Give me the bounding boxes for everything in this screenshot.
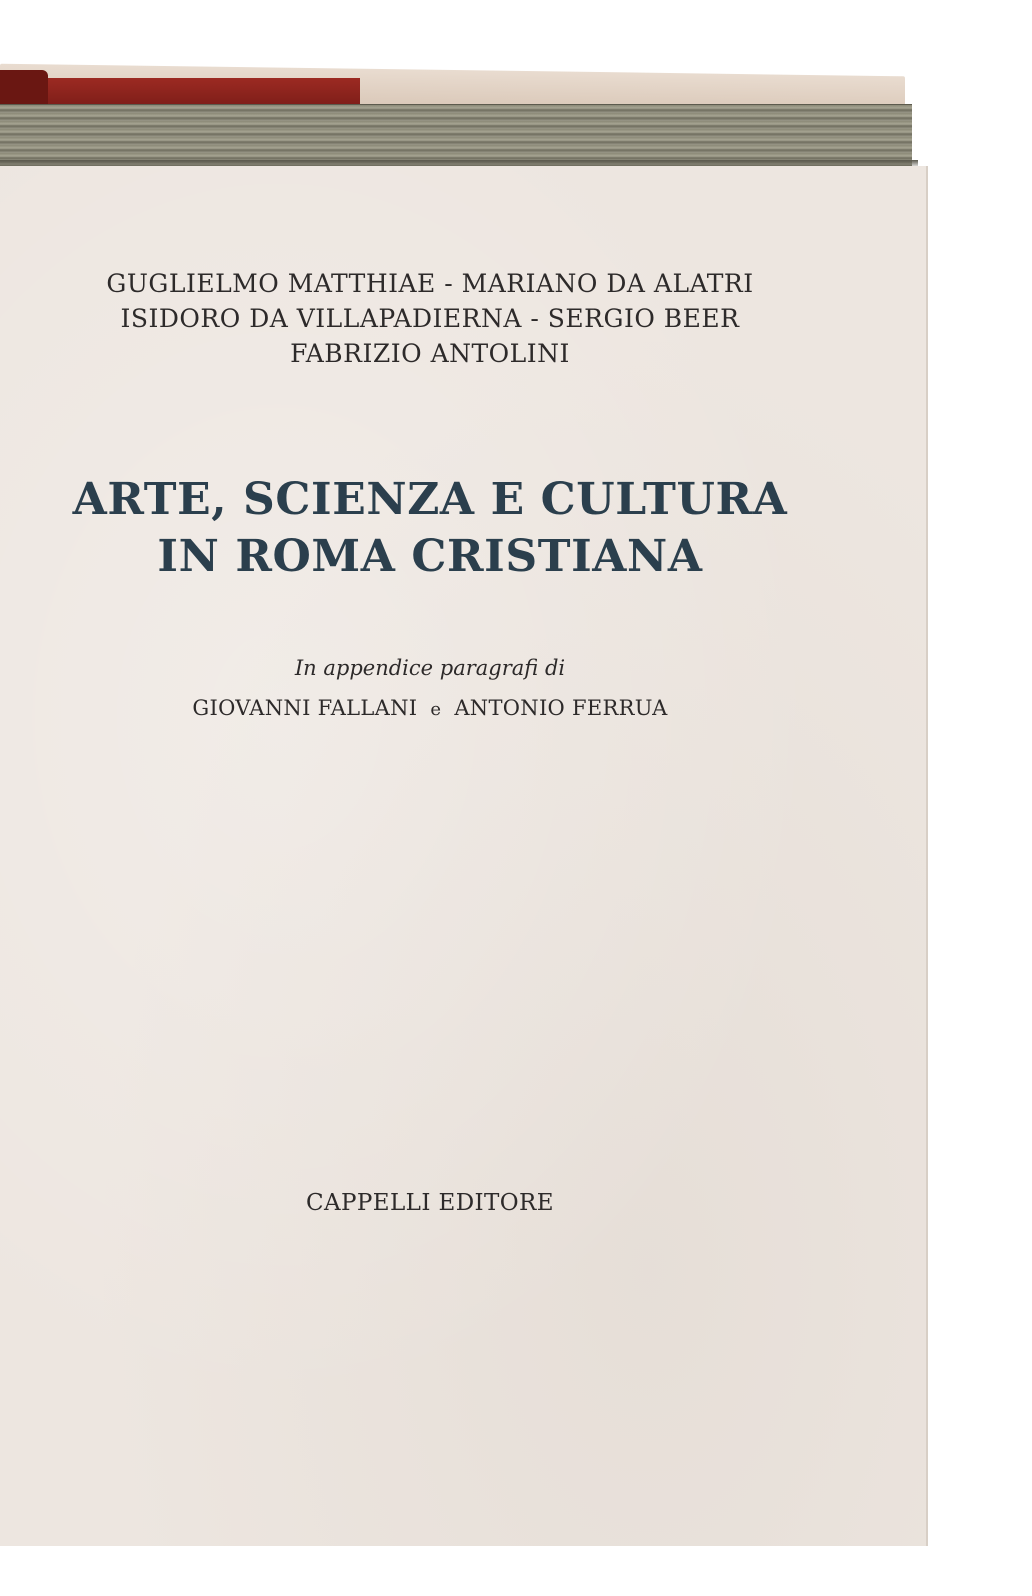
publisher-name: CAPPELLI EDITORE <box>306 1190 554 1216</box>
contributor-name: GIOVANNI FALLANI <box>192 696 418 720</box>
page-edges <box>0 104 912 167</box>
author-line: GUGLIELMO MATTHIAE - MARIANO DA ALATRI <box>106 269 754 298</box>
book-title <box>0 471 860 585</box>
contributor-name: ANTONIO FERRUA <box>454 696 668 720</box>
appendix-intro: In appendice paragrafi di <box>294 656 566 680</box>
author-line: FABRIZIO ANTOLINI <box>290 339 570 368</box>
title-line: ARTE, SCIENZA E CULTURA <box>72 474 788 525</box>
author-line: ISIDORO DA VILLAPADIERNA - SERGIO BEER <box>120 304 740 333</box>
show-through-text <box>0 1236 860 1255</box>
appendix-contributors <box>0 696 860 720</box>
conjunction: e <box>430 699 442 720</box>
title-page <box>0 166 926 1546</box>
author-list <box>0 266 860 371</box>
title-line: IN ROMA CRISTIANA <box>157 531 703 582</box>
show-through-text <box>0 1276 860 1294</box>
